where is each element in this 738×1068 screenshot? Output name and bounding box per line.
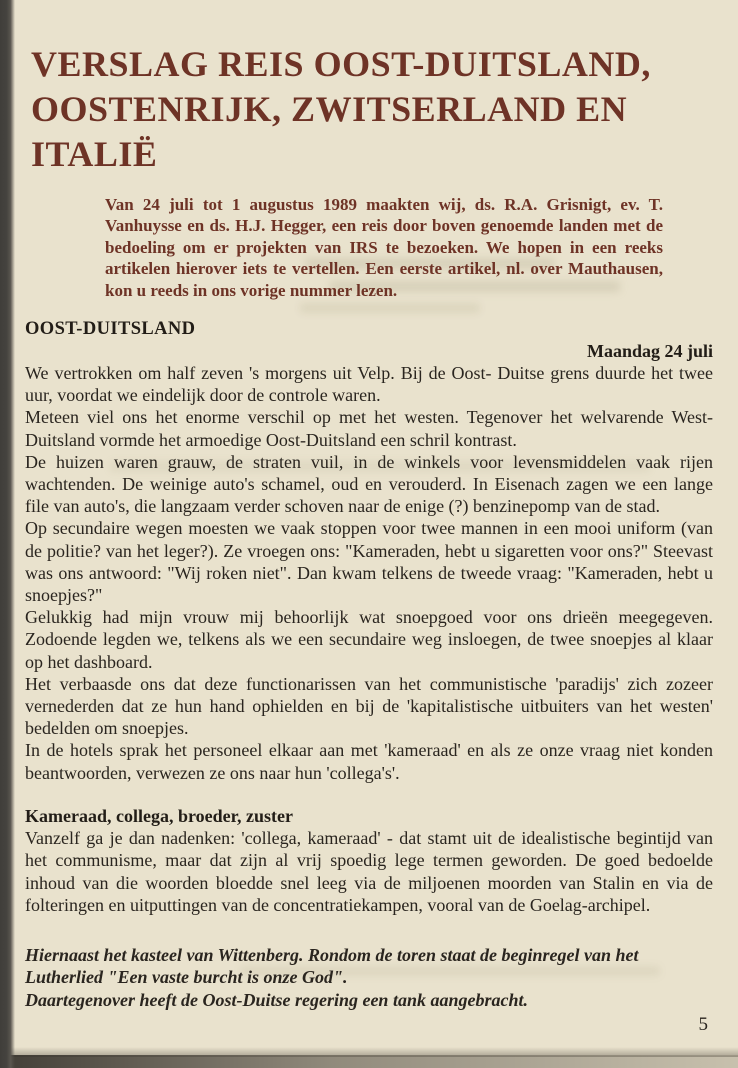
- caption-line: Daartegenover heeft de Oost-Duitse regering een tank aangebracht.: [25, 989, 528, 1010]
- caption-line: Hiernaast het kasteel van Wittenberg. Rondom de toren staat de beginregel van het Lutherlied "Een vaste burcht is onze God".: [25, 944, 639, 988]
- body-paragraph: Het verbaasde ons dat deze functionarissen van het communistische 'paradijs' zich zozeer vernederden dat ze hun hand ophielden en bij de 'kapitalistische uitbuiters van het westen' bedelden om snoepjes.: [25, 673, 713, 739]
- intro-paragraph: Van 24 juli tot 1 augustus 1989 maakten wij, ds. R.A. Grisnigt, ev. T. Vanhuysse en ds. H.J. Hegger, een reis door boven genoemde landen met de bedoeling om er projekten van IRS te bezoeken. We hopen in een reeks artikelen hierover iets te vertellen. Een eerste artikel, nl. over Mauthausen, kon u reeds in ons vorige nummer lezen.: [105, 195, 663, 300]
- body-paragraph: Op secundaire wegen moesten we vaak stoppen voor twee mannen in een mooi uniform (van de politie? van het leger?). Ze vroegen ons: "Kameraden, hebt u sigaretten voor ons?" Steevast was ons antwoord: "Wij roken niet". Dan kwam telkens de tweede vraag: "Kameraden, hebt u snoepjes?": [25, 518, 713, 606]
- photo-caption: [25, 944, 713, 1012]
- body-paragraph: Meteen viel ons het enorme verschil op met het westen. Tegenover het welvarende West-Duitsland vormde het armoedige Oost-Duitsland een schril kontrast.: [25, 407, 713, 450]
- section-heading: OOST-DUITSLAND: [25, 319, 196, 340]
- body-paragraph: Gelukkig had mijn vrouw mij behoorlijk wat snoepgoed voor ons drieën meegegeven. Zodoende legden we, telkens als we een secundaire weg insloegen, de twee snoepjes al klaar op het dashboard.: [25, 607, 713, 672]
- article-content: [25, 0, 713, 1011]
- article-title-line-1: VERSLAG REIS OOST-DUITSLAND,: [31, 44, 651, 84]
- body-paragraph: Vanzelf ga je dan nadenken: 'collega, kameraad' - dat stamt uit de idealistische begintijd van het communisme, maar dat zijn al vrij spoedig lege termen geworden. De goed bedoelde inhoud van die woorden bloedde snel leeg via de miljoenen moorden van Stalin en via de folteringen en uitputtingen van de concentratiekampen, vooral van de Goelag-archipel.: [25, 828, 713, 915]
- article-title: [31, 42, 713, 177]
- body-paragraph: In de hotels sprak het personeel elkaar aan met 'kameraad' en als ze onze vraag niet konden beantwoorden, verwezen ze ons naar hun 'collega's'.: [25, 740, 713, 783]
- body-paragraph: De huizen waren grauw, de straten vuil, in de winkels voor levensmiddelen vaak rijen wachtenden. De weinige auto's schamel, oud en verouderd. In Eisenach zagen we een lange file van auto's, die langzaam verder schoven naar de enige (?) benzinepomp van de stad.: [25, 451, 713, 517]
- page-number: 5: [698, 1014, 708, 1035]
- date-heading: Maandag 24 juli: [586, 341, 713, 362]
- subsection-text-block: [25, 827, 713, 916]
- subsection-heading: Kameraad, collega, broeder, zuster: [25, 805, 293, 826]
- scan-edge-bottom: [0, 1055, 738, 1068]
- body-paragraph: We vertrokken om half zeven 's morgens uit Velp. Bij de Oost- Duitse grens duurde het twee uur, voordat we eindelijk door de controle waren.: [25, 363, 713, 406]
- scan-edge-left: [0, 0, 15, 1068]
- body-text-block: [25, 362, 713, 784]
- article-title-line-2: OOSTENRIJK, ZWITSERLAND EN ITALIË: [31, 89, 628, 174]
